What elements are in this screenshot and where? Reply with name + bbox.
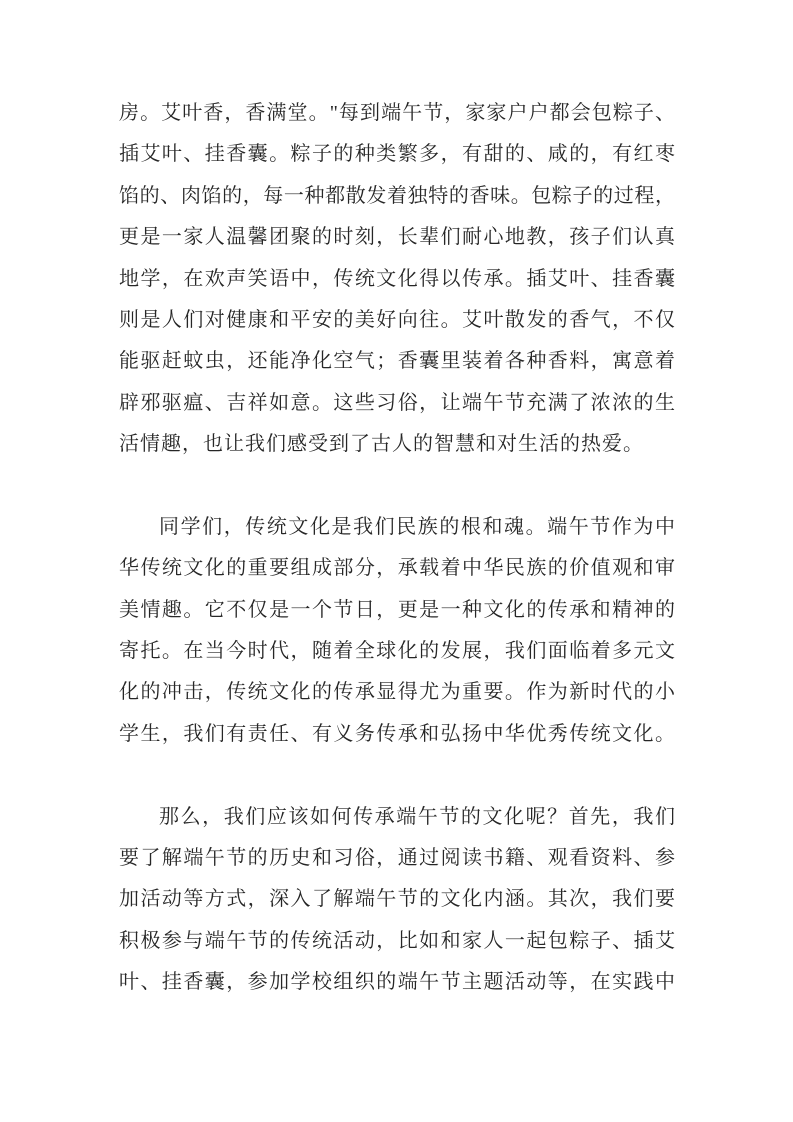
text-line: 能驱赶蚊虫，还能净化空气；香囊里装着各种香料，寓意着 <box>119 350 675 373</box>
paragraph <box>119 507 675 755</box>
text-line: 学生，我们有责任、有义务传承和弘扬中华优秀传统文化。 <box>119 722 675 745</box>
text-line: 华传统文化的重要组成部分，承载着中华民族的价值观和审 <box>119 557 675 580</box>
text-line: 插艾叶、挂香囊。粽子的种类繁多，有甜的、咸的，有红枣 <box>119 143 675 166</box>
text-line: 更是一家人温馨团聚的时刻，长辈们耐心地教，孩子们认真 <box>119 226 675 249</box>
text-line: 美情趣。它不仅是一个节日，更是一种文化的传承和精神的 <box>119 598 675 621</box>
text-line: 寄托。在当今时代，随着全球化的发展，我们面临着多元文 <box>119 640 675 663</box>
paragraph <box>119 93 675 466</box>
text-line: 要了解端午节的历史和习俗，通过阅读书籍、观看资料、参 <box>119 847 675 870</box>
text-line: 则是人们对健康和平安的美好向往。艾叶散发的香气，不仅 <box>119 308 675 331</box>
document-text-block <box>119 93 675 1004</box>
text-line: 那么，我们应该如何传承端午节的文化呢？首先，我们 <box>159 805 675 828</box>
text-line: 房。艾叶香，香满堂。"每到端午节，家家户户都会包粽子、 <box>119 102 675 124</box>
text-line: 活情趣，也让我们感受到了古人的智慧和对生活的热爱。 <box>119 433 644 456</box>
text-line: 叶、挂香囊，参加学校组织的端午节主题活动等，在实践中 <box>119 971 675 994</box>
text-line: 化的冲击，传统文化的传承显得尤为重要。作为新时代的小 <box>119 681 675 704</box>
text-line: 地学，在欢声笑语中，传统文化得以传承。插艾叶、挂香囊 <box>119 267 675 290</box>
text-line: 加活动等方式，深入了解端午节的文化内涵。其次，我们要 <box>119 888 675 911</box>
text-line: 同学们，传统文化是我们民族的根和魂。端午节作为中 <box>159 515 675 538</box>
text-line: 馅的、肉馅的，每一种都散发着独特的香味。包粽子的过程， <box>119 184 675 207</box>
text-line: 辟邪驱瘟、吉祥如意。这些习俗，让端午节充满了浓浓的生 <box>119 391 675 414</box>
text-line: 积极参与端午节的传统活动，比如和家人一起包粽子、插艾 <box>119 929 675 952</box>
paragraph <box>119 797 675 1004</box>
